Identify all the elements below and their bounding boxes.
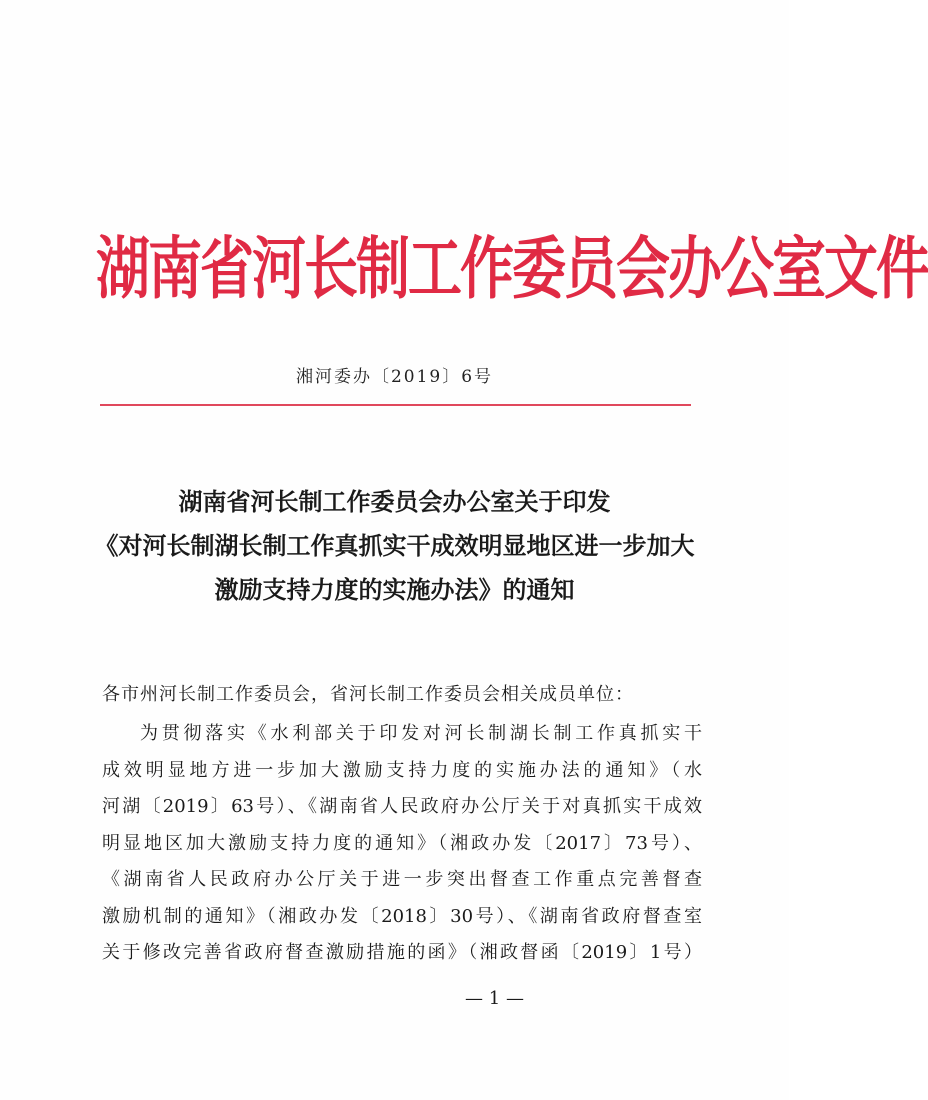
title-line-1: 湖南省河长制工作委员会办公室关于印发 (178, 488, 611, 516)
body-line: 激励机制的通知》（湘政办发〔2018〕30号）、《湖南省政府督查室 (102, 905, 702, 927)
body-text (102, 716, 702, 972)
body-line: 《湖南省人民政府办公厅关于进一步突出督查工作重点完善督查 (102, 869, 702, 890)
notice-title (60, 480, 729, 612)
title-line-2: 《对河长制湖长制工作真抓实干成效明显地区进一步加大 (94, 532, 695, 560)
body-line: 关于修改完善省政府督查激励措施的函》（湘政督函〔2019〕1号） (102, 942, 702, 963)
body-line: 河湖〔2019〕63号）、《湖南省人民政府办公厅关于对真抓实干成效 (102, 796, 702, 817)
red-divider-line (100, 404, 691, 406)
body-line: 明显地区加大激励支持力度的通知》（湘政办发〔2017〕73号）、 (102, 832, 702, 854)
body-line: 为贯彻落实《水利部关于印发对河长制湖长制工作真抓实干 (140, 723, 702, 744)
masthead-title: 湖南省河长制工作委员会办公室文件 (96, 228, 928, 308)
title-line-3: 激励支持力度的实施办法》的通知 (214, 576, 575, 604)
document-number: 湘河委办〔2019〕6号 (295, 367, 494, 387)
addressee-line: 各市州河长制工作委员会，省河长制工作委员会相关成员单位： (102, 684, 634, 705)
body-line: 成效明显地方进一步加大激励支持力度的实施办法的通知》（水 (102, 759, 702, 781)
page-number: — 1 — (465, 988, 524, 1009)
